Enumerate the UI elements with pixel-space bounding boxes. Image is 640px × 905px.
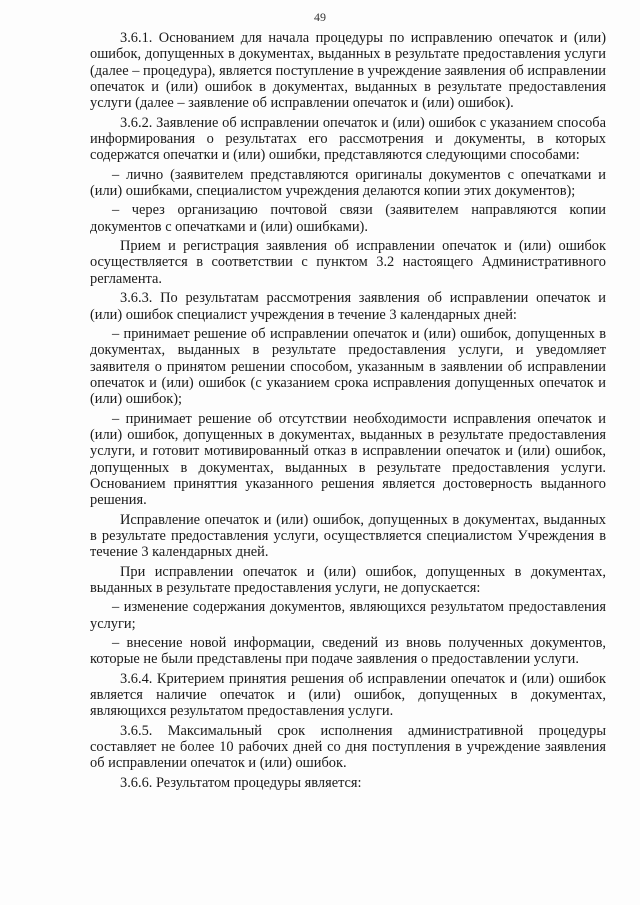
paragraph-correction-term: Исправление опечаток и (или) ошибок, допущенных в документах, выданных в результате предоставления услуги, осуществляется специалистом Учреждения в течение 3 календарных дней. <box>90 511 606 561</box>
paragraph-reception: Прием и регистрация заявления об исправлении опечаток и (или) ошибок осуществляется в соответствии с пунктом 3.2 настоящего Административного регламента. <box>90 238 606 287</box>
list-item-in-person: – лично (заявителем представляются оригиналы документов с опечатками и (или) ошибками, специалистом учреждения делаются копии этих документов); <box>90 166 606 200</box>
paragraph-3-6-1: 3.6.1. Основанием для начала процедуры по исправлению опечаток и (или) ошибок, допущенных в документах, выданных в результате предоставления услуги (далее – процедура), является поступление в учреждение заявления об исправлении опечаток и (или) ошибок в документах, выданных в результате предоставления услуги (далее – заявление об исправлении опечаток и (или) ошибок). <box>90 30 606 112</box>
paragraph-3-6-5: 3.6.5. Максимальный срок исполнения административной процедуры составляет не более 10 рабочих дней со дня поступления в учреждение заявления об исправлении опечаток и (или) ошибок. <box>90 722 606 772</box>
list-item-new-info: – внесение новой информации, сведений из вновь полученных документов, которые не были представлены при подаче заявления о предоставлении услуги. <box>90 635 606 668</box>
paragraph-3-6-6: 3.6.6. Результатом процедуры является: <box>120 774 362 791</box>
paragraph-3-6-3: 3.6.3. По результатам рассмотрения заявления об исправлении опечаток и (или) ошибок специалист учреждения в течение 3 календарных дней: <box>90 290 606 323</box>
page-number: 49 <box>314 10 326 24</box>
list-item-correction-decision: – принимает решение об исправлении опечаток и (или) ошибок, допущенных в документах, выданных в результате предоставления услуги, и уведомляет заявителя о принятом решении способом, указанным в заявлении об исправлении опечаток и (или) ошибок (с указанием срока исправления допущенных опечаток и (или) ошибок); <box>90 325 606 408</box>
list-item-refusal-decision: – принимает решение об отсутствии необходимости исправления опечаток и (или) ошибок, допущенных в документах, выданных в результате предоставления услуги, и готовит мотивированный отказ в исправлении опечаток и (или) ошибок, допущенных в документах, выданных в результате предоставления услуги. Основанием приняттия указанного решения является достоверность выданного решения. <box>90 410 606 509</box>
list-item-by-post: – через организацию почтовой связи (заявителем направляются копии документов с опечатками и (или) ошибками). <box>90 202 606 235</box>
list-item-content-change: – изменение содержания документов, являющихся результатом предоставления услуги; <box>90 599 606 632</box>
paragraph-3-6-2: 3.6.2. Заявление об исправлении опечаток и (или) ошибок с указанием способа информирования о результатах его рассмотрения и документы, в которых содержатся опечатки и (или) ошибки, представляются следующими способами: <box>90 114 606 164</box>
paragraph-not-allowed: При исправлении опечаток и (или) ошибок, допущенных в документах, выданных в результате предоставления услуги, не допускается: <box>90 563 606 596</box>
paragraph-3-6-4: 3.6.4. Критерием принятия решения об исправлении опечаток и (или) ошибок является наличие опечаток и (или) ошибок, допущенных в документах, являющихся результатом предоставления услуги. <box>90 670 606 720</box>
document-body <box>90 30 606 794</box>
